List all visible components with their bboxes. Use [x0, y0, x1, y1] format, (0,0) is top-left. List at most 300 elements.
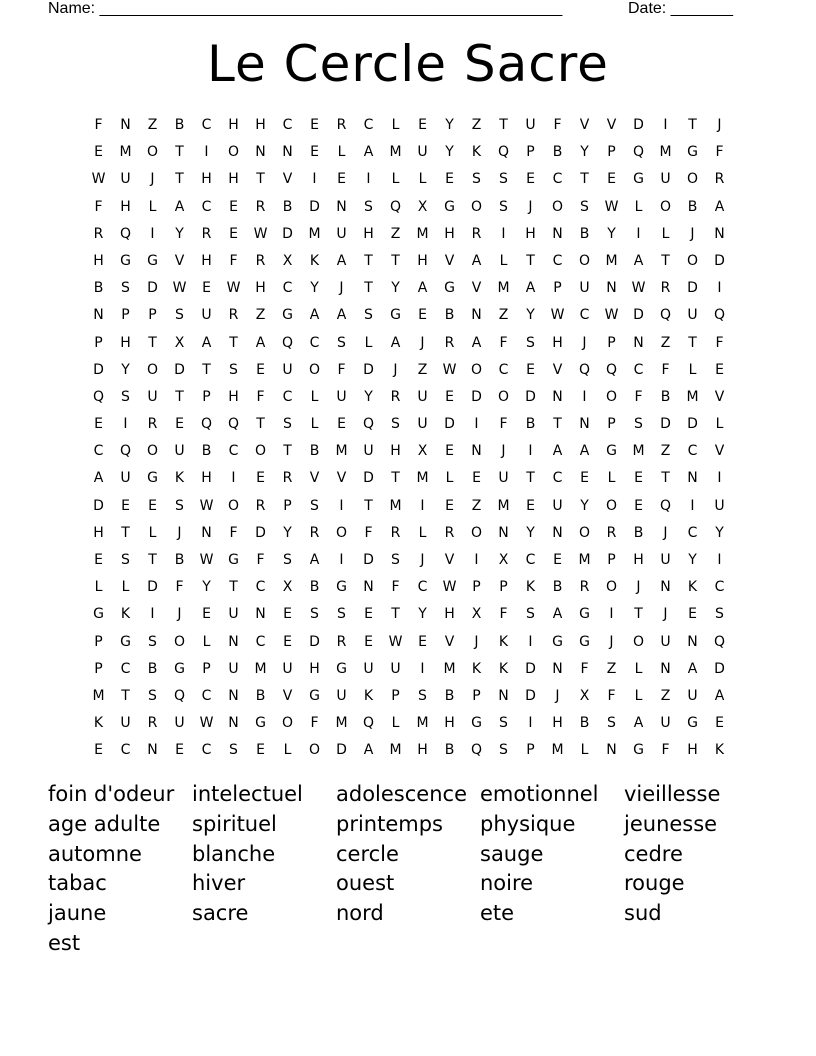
grid-cell: H [201, 171, 212, 188]
grid-cell: U [120, 715, 131, 732]
grid-cell: P [391, 687, 400, 704]
grid-cell: H [309, 660, 320, 677]
grid-cell: L [283, 742, 292, 759]
grid-cell: E [688, 606, 697, 623]
grid-cell: L [634, 198, 643, 215]
grid-cell: T [148, 552, 157, 568]
grid-cell: G [309, 687, 320, 704]
grid-cell: F [94, 198, 103, 215]
grid-cell: B [444, 307, 455, 324]
grid-cell: L [715, 416, 724, 433]
grid-cell: L [337, 144, 346, 161]
grid-cell: O [227, 144, 240, 161]
word-list-item: noire [480, 871, 534, 896]
grid-cell: F [229, 524, 238, 541]
grid-cell: W [604, 198, 619, 215]
grid-cell: S [391, 416, 400, 433]
grid-cell: L [580, 742, 589, 759]
grid-cell: Q [713, 307, 726, 324]
grid-cell: U [336, 388, 347, 405]
grid-cell: G [687, 715, 698, 732]
grid-cell: R [147, 416, 158, 433]
grid-cell: C [417, 579, 428, 596]
grid-cell: W [550, 307, 565, 324]
grid-cell: K [93, 715, 104, 732]
grid-cell: T [229, 579, 238, 596]
grid-cell: C [579, 307, 590, 324]
grid-cell: C [525, 552, 536, 568]
word-list-item: physique [480, 811, 576, 836]
grid-cell: O [146, 361, 159, 378]
grid-cell: R [471, 225, 482, 242]
word-search-grid [85, 112, 733, 765]
grid-cell: O [173, 633, 186, 650]
grid-cell: S [364, 307, 373, 324]
grid-cell: P [283, 497, 292, 514]
grid-cell: V [714, 443, 725, 460]
grid-cell: G [147, 470, 158, 487]
grid-cell: U [660, 715, 671, 732]
grid-cell: E [310, 144, 319, 161]
grid-cell: E [526, 361, 535, 378]
grid-cell: T [364, 280, 373, 297]
grid-cell: Z [498, 307, 509, 324]
grid-cell: U [525, 117, 536, 133]
grid-cell: I [339, 552, 344, 568]
grid-cell: X [498, 552, 509, 568]
grid-cell: M [335, 443, 348, 460]
grid-cell: L [202, 633, 211, 650]
grid-cell: N [93, 307, 104, 324]
grid-cell: L [391, 715, 400, 732]
word-list-item: automne [48, 841, 142, 866]
grid-cell: S [229, 742, 238, 759]
grid-cell: C [714, 579, 725, 596]
grid-cell: B [444, 687, 455, 704]
grid-cell: S [337, 334, 346, 351]
grid-cell: R [147, 715, 158, 732]
grid-cell: R [282, 470, 293, 487]
grid-cell: G [579, 606, 590, 623]
grid-cell: M [632, 443, 645, 460]
grid-cell: X [417, 443, 428, 460]
grid-cell: E [445, 171, 454, 188]
grid-cell: N [552, 660, 563, 677]
grid-cell: J [717, 117, 722, 133]
grid-cell: U [552, 497, 563, 514]
grid-cell: P [202, 660, 211, 677]
grid-cell: B [579, 715, 590, 732]
grid-cell: S [229, 361, 238, 378]
grid-cell: W [388, 633, 403, 650]
grid-cell: J [663, 524, 668, 541]
grid-cell: A [390, 334, 401, 351]
grid-cell: G [174, 660, 185, 677]
grid-cell: D [660, 416, 671, 433]
grid-cell: D [363, 361, 374, 378]
grid-cell: O [551, 198, 564, 215]
grid-cell: L [310, 416, 319, 433]
grid-cell: N [552, 524, 563, 541]
grid-cell: M [578, 552, 591, 568]
grid-cell: I [231, 470, 236, 487]
grid-cell: Y [445, 144, 454, 161]
grid-cell: I [717, 552, 722, 568]
grid-cell: S [526, 334, 535, 351]
grid-cell: E [256, 470, 265, 487]
grid-cell: S [526, 606, 535, 623]
grid-cell: E [256, 742, 265, 759]
grid-cell: K [498, 660, 509, 677]
grid-cell: D [282, 225, 293, 242]
grid-cell: F [256, 388, 265, 405]
grid-cell: C [552, 470, 563, 487]
grid-cell: A [633, 252, 644, 269]
grid-cell: K [471, 660, 482, 677]
grid-cell: U [417, 144, 428, 161]
grid-cell: E [634, 497, 643, 514]
grid-cell: B [444, 742, 455, 759]
grid-cell: G [336, 660, 347, 677]
grid-cell: T [121, 524, 130, 541]
grid-cell: U [174, 443, 185, 460]
grid-cell: E [94, 144, 103, 161]
word-list-item: rouge [624, 871, 685, 896]
grid-cell: G [255, 715, 266, 732]
grid-cell: C [363, 117, 374, 133]
grid-cell: Q [605, 361, 618, 378]
grid-cell: X [417, 198, 428, 215]
grid-cell: Y [202, 579, 211, 596]
grid-cell: A [309, 307, 320, 324]
grid-cell: A [363, 742, 374, 759]
grid-cell: M [335, 715, 348, 732]
grid-cell: F [499, 334, 508, 351]
grid-cell: Y [607, 225, 616, 242]
grid-cell: A [309, 552, 320, 568]
grid-cell: F [661, 742, 670, 759]
grid-cell: L [310, 388, 319, 405]
grid-cell: T [391, 470, 400, 487]
grid-cell: D [336, 742, 347, 759]
grid-cell: L [148, 198, 157, 215]
grid-cell: V [309, 470, 320, 487]
grid-cell: R [660, 280, 671, 297]
grid-cell: T [229, 334, 238, 351]
grid-cell: I [717, 280, 722, 297]
grid-cell: G [687, 144, 698, 161]
grid-cell: D [714, 252, 725, 269]
grid-cell: O [146, 443, 159, 460]
grid-cell: S [607, 715, 616, 732]
grid-cell: R [579, 579, 590, 596]
grid-cell: J [393, 361, 398, 378]
grid-cell: N [228, 715, 239, 732]
grid-cell: L [94, 579, 103, 596]
grid-cell: O [605, 497, 618, 514]
grid-cell: B [633, 524, 644, 541]
grid-cell: U [228, 606, 239, 623]
grid-cell: L [634, 660, 643, 677]
grid-cell: S [283, 416, 292, 433]
word-list-item: spirituel [192, 811, 277, 836]
grid-cell: U [687, 307, 698, 324]
grid-cell: U [120, 470, 131, 487]
grid-cell: C [120, 742, 131, 759]
grid-cell: S [121, 388, 130, 405]
grid-cell: O [497, 388, 510, 405]
grid-cell: A [255, 334, 266, 351]
grid-cell: A [714, 687, 725, 704]
grid-cell: S [283, 552, 292, 568]
grid-cell: D [309, 198, 320, 215]
grid-cell: Q [173, 687, 186, 704]
grid-cell: I [636, 225, 641, 242]
grid-cell: T [256, 416, 265, 433]
grid-cell: R [228, 307, 239, 324]
grid-cell: H [687, 742, 698, 759]
grid-cell: H [201, 252, 212, 269]
grid-cell: H [444, 606, 455, 623]
grid-cell: E [256, 361, 265, 378]
grid-cell: R [255, 497, 266, 514]
grid-cell: K [687, 579, 698, 596]
grid-cell: M [308, 225, 321, 242]
name-field-label: Name: ____________________________________________________ [48, 0, 563, 17]
grid-cell: S [418, 687, 427, 704]
grid-cell: B [579, 225, 590, 242]
grid-cell: J [420, 552, 425, 568]
grid-cell: O [227, 497, 240, 514]
grid-cell: E [526, 497, 535, 514]
grid-cell: J [663, 606, 668, 623]
grid-cell: P [94, 633, 103, 650]
word-list-item: vieillesse [624, 782, 721, 806]
grid-cell: T [634, 606, 643, 623]
grid-cell: M [416, 715, 429, 732]
grid-cell: B [309, 443, 320, 460]
grid-cell: M [92, 687, 105, 704]
grid-cell: R [309, 524, 320, 541]
grid-cell: H [552, 334, 563, 351]
grid-cell: A [552, 606, 563, 623]
word-list-item: nord [336, 901, 384, 926]
grid-cell: N [687, 633, 698, 650]
grid-cell: O [254, 443, 267, 460]
grid-cell: E [229, 198, 238, 215]
grid-cell: R [444, 334, 455, 351]
grid-cell: Q [227, 416, 240, 433]
grid-cell: A [93, 470, 104, 487]
grid-cell: Y [445, 117, 454, 133]
grid-cell: Y [121, 361, 130, 378]
grid-cell: B [147, 660, 158, 677]
grid-cell: U [174, 715, 185, 732]
grid-cell: G [633, 742, 644, 759]
word-list-item: sacre [192, 901, 249, 926]
grid-cell: O [686, 171, 699, 188]
grid-cell: T [175, 388, 184, 405]
grid-cell: R [714, 171, 725, 188]
grid-cell: O [605, 388, 618, 405]
grid-cell: M [416, 470, 429, 487]
grid-cell: D [687, 416, 698, 433]
grid-cell: N [552, 388, 563, 405]
grid-cell: M [686, 388, 699, 405]
grid-cell: M [497, 280, 510, 297]
grid-cell: Z [147, 117, 158, 133]
word-list-item: blanche [192, 841, 276, 866]
grid-cell: Q [470, 742, 483, 759]
grid-cell: T [256, 171, 265, 188]
grid-cell: N [228, 633, 239, 650]
grid-cell: F [229, 252, 238, 269]
grid-cell: C [687, 443, 698, 460]
grid-cell: Q [713, 633, 726, 650]
word-list-item: cercle [336, 841, 399, 866]
grid-cell: M [119, 144, 132, 161]
grid-cell: Y [688, 552, 697, 568]
grid-cell: Z [606, 660, 617, 677]
grid-cell: N [147, 742, 158, 759]
grid-cell: G [93, 606, 104, 623]
grid-cell: D [93, 361, 104, 378]
grid-cell: N [120, 117, 131, 133]
grid-cell: G [633, 171, 644, 188]
grid-cell: J [420, 334, 425, 351]
grid-cell: Q [389, 198, 402, 215]
grid-cell: E [418, 117, 427, 133]
grid-cell: S [310, 606, 319, 623]
grid-cell: Z [255, 307, 266, 324]
grid-cell: U [714, 497, 725, 514]
grid-cell: B [255, 687, 266, 704]
grid-cell: T [364, 497, 373, 514]
grid-cell: O [146, 144, 159, 161]
grid-cell: M [389, 144, 402, 161]
grid-cell: E [229, 225, 238, 242]
grid-cell: P [526, 742, 535, 759]
grid-cell: F [391, 579, 400, 596]
grid-cell: Q [362, 715, 375, 732]
grid-cell: I [339, 497, 344, 514]
grid-cell: W [199, 715, 214, 732]
grid-cell: H [444, 715, 455, 732]
word-list-item: sud [624, 901, 662, 926]
grid-cell: P [148, 307, 157, 324]
grid-cell: C [93, 443, 104, 460]
grid-cell: G [120, 252, 131, 269]
grid-cell: E [148, 497, 157, 514]
grid-cell: Q [659, 497, 672, 514]
grid-cell: N [552, 225, 563, 242]
grid-cell: T [364, 252, 373, 269]
word-list-item: age adulte [48, 811, 161, 836]
grid-cell: T [526, 252, 535, 269]
grid-cell: F [499, 416, 508, 433]
grid-cell: Q [119, 225, 132, 242]
grid-cell: L [391, 171, 400, 188]
grid-cell: W [604, 307, 619, 324]
grid-cell: N [471, 443, 482, 460]
grid-cell: I [420, 660, 425, 677]
grid-cell: S [364, 198, 373, 215]
grid-cell: A [363, 144, 374, 161]
grid-cell: T [175, 171, 184, 188]
grid-cell: G [120, 633, 131, 650]
grid-cell: N [471, 307, 482, 324]
grid-cell: B [309, 579, 320, 596]
grid-cell: G [444, 198, 455, 215]
grid-cell: R [93, 225, 104, 242]
grid-cell: D [525, 687, 536, 704]
grid-cell: H [120, 334, 131, 351]
grid-cell: U [390, 660, 401, 677]
grid-cell: C [120, 660, 131, 677]
grid-cell: U [417, 416, 428, 433]
grid-cell: Z [471, 497, 482, 514]
grid-cell: J [339, 280, 344, 297]
grid-cell: D [255, 524, 266, 541]
grid-cell: R [390, 388, 401, 405]
grid-cell: Y [391, 280, 400, 297]
grid-cell: B [93, 280, 104, 297]
grid-cell: T [175, 144, 184, 161]
grid-cell: I [690, 497, 695, 514]
word-list-item: emotionnel [480, 782, 599, 806]
grid-cell: L [634, 687, 643, 704]
grid-cell: I [528, 715, 533, 732]
grid-cell: I [150, 225, 155, 242]
grid-cell: U [363, 660, 374, 677]
grid-cell: F [607, 687, 616, 704]
grid-cell: H [390, 443, 401, 460]
grid-cell: V [444, 252, 455, 269]
grid-cell: A [201, 334, 212, 351]
grid-cell: S [121, 552, 130, 568]
grid-cell: A [552, 443, 563, 460]
grid-cell: W [631, 280, 646, 297]
grid-cell: F [553, 117, 562, 133]
grid-cell: Y [580, 144, 589, 161]
grid-cell: O [470, 524, 483, 541]
grid-cell: D [93, 497, 104, 514]
grid-cell: C [282, 117, 293, 133]
grid-cell: C [201, 117, 212, 133]
grid-cell: L [121, 579, 130, 596]
grid-cell: U [147, 388, 158, 405]
grid-cell: N [606, 742, 617, 759]
grid-cell: R [444, 524, 455, 541]
grid-cell: B [525, 416, 536, 433]
grid-cell: M [659, 144, 672, 161]
grid-cell: J [555, 687, 560, 704]
word-list-item: sauge [480, 841, 544, 866]
grid-cell: Y [526, 524, 535, 541]
word-list-item: adolescence [336, 782, 467, 806]
grid-cell: D [147, 280, 158, 297]
grid-cell: T [553, 416, 562, 433]
grid-cell: X [471, 606, 482, 623]
grid-cell: E [337, 416, 346, 433]
grid-cell: O [686, 252, 699, 269]
grid-cell: S [337, 606, 346, 623]
grid-cell: G [228, 552, 239, 568]
grid-cell: I [204, 144, 209, 161]
grid-cell: F [364, 524, 373, 541]
grid-cell: B [552, 144, 563, 161]
grid-cell: D [147, 579, 158, 596]
